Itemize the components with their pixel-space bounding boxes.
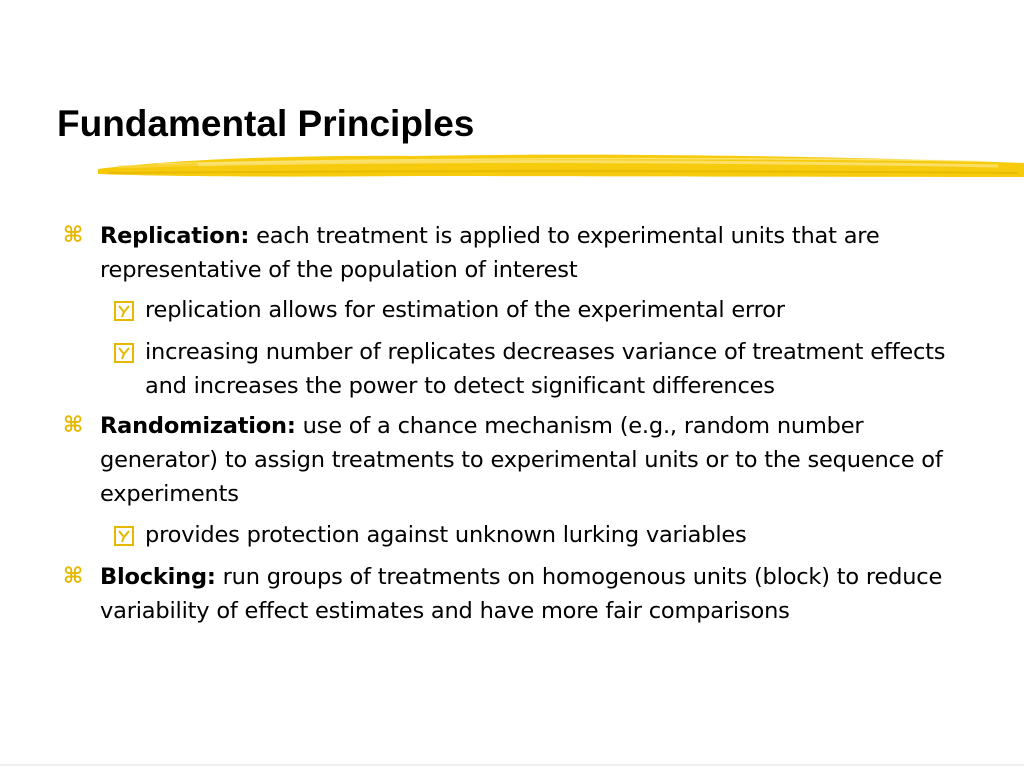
slide-bottom-edge xyxy=(0,764,1024,766)
sub-bullet xyxy=(145,335,975,403)
sub-bullet xyxy=(145,518,975,552)
bullet-term: Replication: xyxy=(100,223,250,249)
command-key-icon: ⌘ xyxy=(62,223,84,248)
slide-title: Fundamental Principles xyxy=(57,103,475,144)
bullet-replication xyxy=(62,219,970,287)
sub-bullet-text: increasing number of replicates decreases variance of treatment effects and increases the power to detect significant differences xyxy=(145,339,946,399)
checkbox-y-icon xyxy=(114,526,134,546)
command-key-icon: ⌘ xyxy=(62,564,84,589)
bullet-term: Randomization: xyxy=(100,413,296,439)
sub-bullet-text: replication allows for estimation of the experimental error xyxy=(145,297,785,323)
sub-bullet-text: provides protection against unknown lurking variables xyxy=(145,522,747,548)
bullet-blocking xyxy=(62,560,970,628)
command-key-icon: ⌘ xyxy=(62,413,84,438)
bullet-term: Blocking: xyxy=(100,564,216,590)
bullet-text: each treatment is applied to experimental units that are representative of the population of interest xyxy=(100,223,880,283)
bullet-text: use of a chance mechanism (e.g., random number generator) to assign treatments to experimental units or to the sequence of experiments xyxy=(100,413,943,507)
bullet-randomization xyxy=(62,409,970,511)
checkbox-y-icon xyxy=(114,343,134,363)
checkbox-y-icon xyxy=(114,301,134,321)
bullet-text: run groups of treatments on homogenous units (block) to reduce variability of effect estimates and have more fair comparisons xyxy=(100,564,943,624)
sub-bullet xyxy=(145,293,975,327)
